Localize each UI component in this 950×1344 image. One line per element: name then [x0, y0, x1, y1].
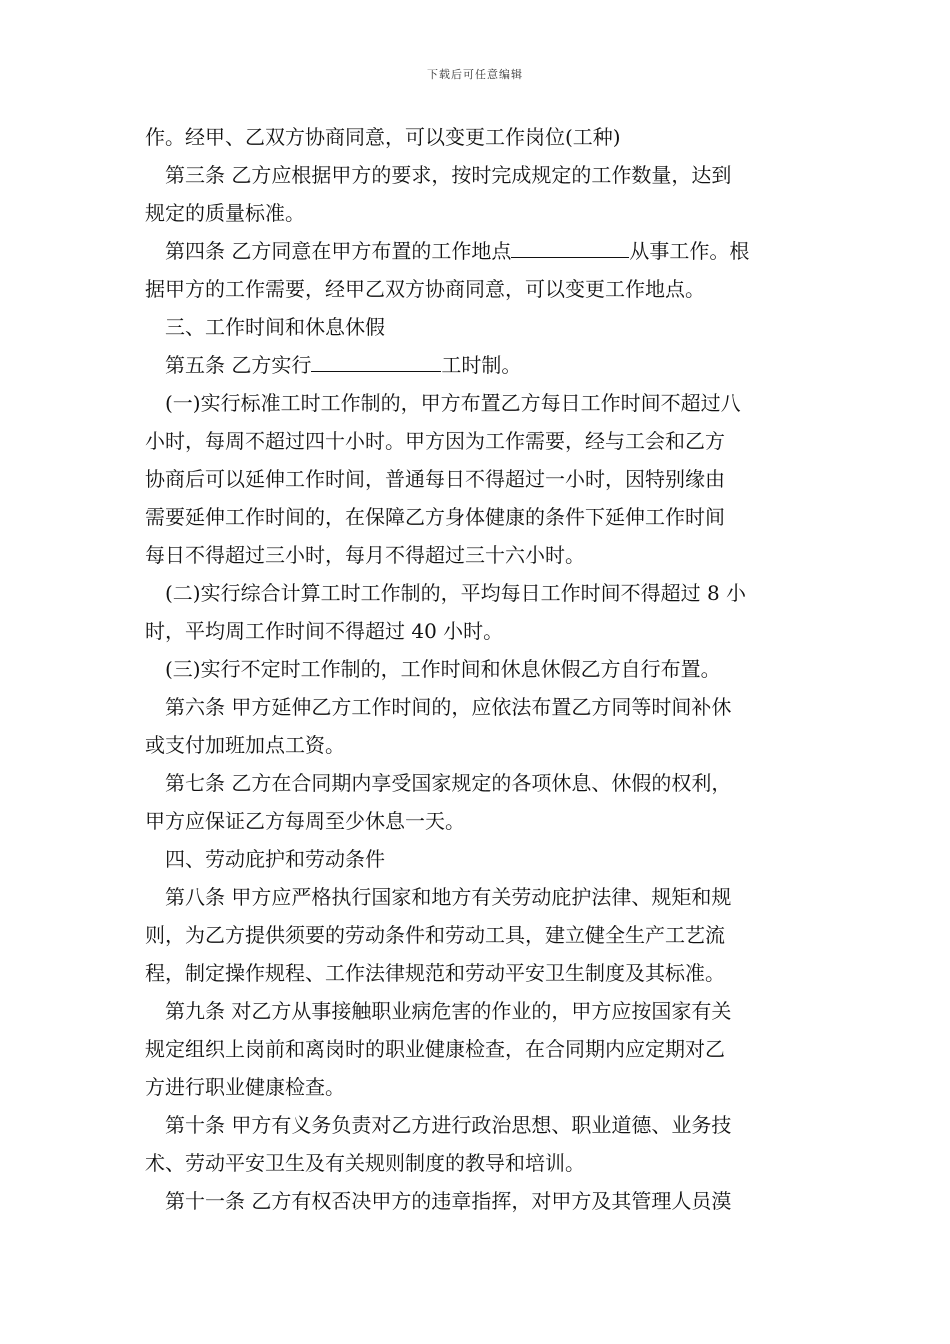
article-3	[145, 156, 807, 232]
text-line: 方进行职业健康检查。	[145, 1075, 345, 1099]
text-line: 第四条 乙方同意在甲方布置的工作地点	[145, 239, 512, 263]
item-standard-hours	[145, 384, 807, 574]
text-line: 小时，每周不超过四十小时。甲方因为工作需要，经与工会和乙方	[145, 429, 725, 453]
text-line: 协商后可以延伸工作时间，普通每日不得超过一小时，因特别缘由	[145, 467, 725, 491]
text-line: (三)实行不定时工作制的，工作时间和休息休假乙方自行布置。	[145, 657, 721, 681]
text-line: 规定组织上岗前和离岗时的职业健康检查，在合同期内应定期对乙	[145, 1037, 725, 1061]
section-heading-working-hours	[145, 308, 807, 346]
text-line: 第九条 对乙方从事接触职业病危害的作业的，甲方应按国家有关	[145, 999, 732, 1023]
text-line: 三、工作时间和休息休假	[145, 315, 385, 339]
article-5	[145, 346, 807, 384]
text-line: 时，平均周工作时间不得超过 40 小时。	[145, 619, 504, 643]
text-line: (二)实行综合计算工时工作制的，平均每日工作时间不得超过 8 小	[145, 581, 747, 605]
text-line: 则，为乙方提供须要的劳动条件和劳动工具，建立健全生产工艺流	[145, 923, 725, 947]
article-8	[145, 878, 807, 992]
text-line: 甲方应保证乙方每周至少休息一天。	[145, 809, 465, 833]
text-line: 规定的质量标准。	[145, 201, 305, 225]
section-heading-labor-protection	[145, 840, 807, 878]
article-7	[145, 764, 807, 840]
paragraph	[145, 118, 807, 156]
text-line: 工时制。	[441, 353, 522, 377]
article-10	[145, 1106, 807, 1182]
article-6	[145, 688, 807, 764]
text-line: 第六条 甲方延伸乙方工作时间的，应依法布置乙方同等时间补休	[145, 695, 732, 719]
article-4	[145, 232, 807, 308]
text-line: 第七条 乙方在合同期内享受国家规定的各项休息、休假的权利，	[145, 771, 732, 795]
document-body	[145, 118, 807, 1220]
text-line: 第十条 甲方有义务负责对乙方进行政治思想、职业道德、业务技	[145, 1113, 732, 1137]
text-line: 或支付加班加点工资。	[145, 733, 345, 757]
text-line: (一)实行标准工时工作制的，甲方布置乙方每日工作时间不超过八	[145, 391, 741, 415]
text-line: 第五条 乙方实行	[145, 353, 312, 377]
text-line: 四、劳动庇护和劳动条件	[145, 847, 385, 871]
fill-in-blank-work-location[interactable]	[511, 235, 629, 258]
page-header: 下载后可任意编辑	[427, 68, 523, 81]
text-line: 据甲方的工作需要，经甲乙双方协商同意，可以变更工作地点。	[145, 277, 705, 301]
item-flexible-hours	[145, 650, 807, 688]
fill-in-blank-working-hours-system[interactable]	[311, 349, 441, 372]
text-line: 每日不得超过三小时，每月不得超过三十六小时。	[145, 543, 585, 567]
text-line: 第十一条 乙方有权否决甲方的违章指挥，对甲方及其管理人员漠	[145, 1189, 732, 1213]
article-9	[145, 992, 807, 1106]
text-line: 作。经甲、乙双方协商同意，可以变更工作岗位(工种)	[145, 125, 621, 149]
text-line: 需要延伸工作时间的，在保障乙方身体健康的条件下延伸工作时间	[145, 505, 725, 529]
text-line: 第三条 乙方应根据甲方的要求，按时完成规定的工作数量，达到	[145, 163, 732, 187]
text-line: 程，制定操作规程、工作法律规范和劳动平安卫生制度及其标准。	[145, 961, 725, 985]
text-line: 术、劳动平安卫生及有关规则制度的教导和培训。	[145, 1151, 585, 1175]
text-line: 第八条 甲方应严格执行国家和地方有关劳动庇护法律、规矩和规	[145, 885, 732, 909]
article-11	[145, 1182, 807, 1220]
text-line: 从事工作。根	[629, 239, 750, 263]
item-comprehensive-hours	[145, 574, 807, 650]
